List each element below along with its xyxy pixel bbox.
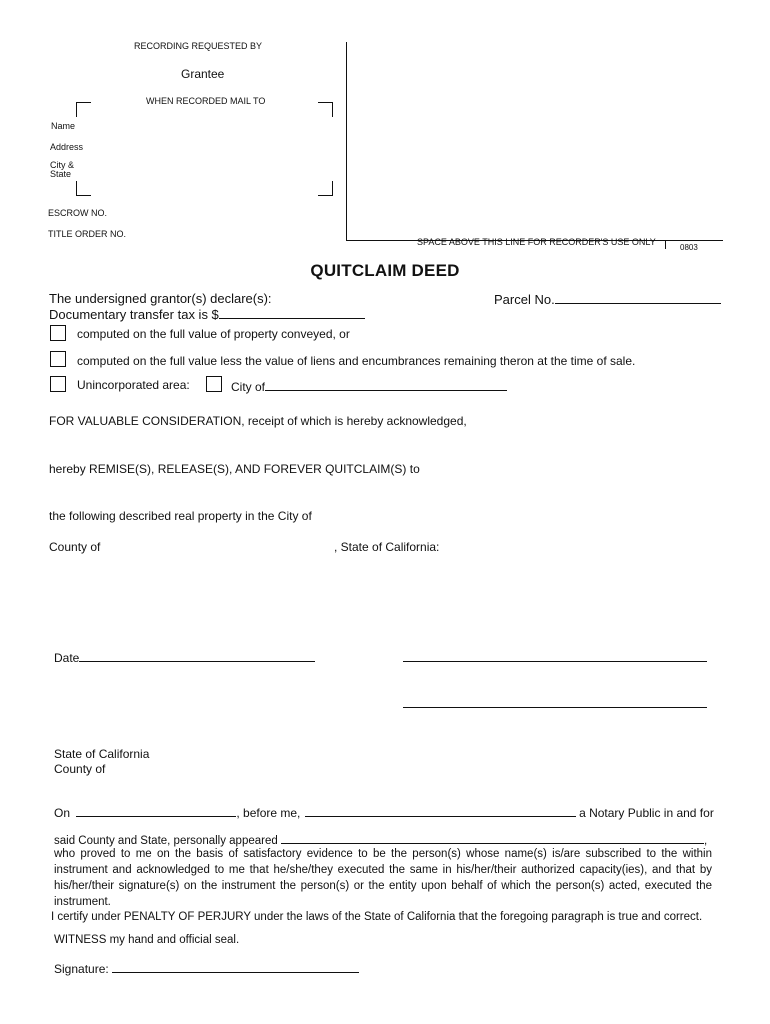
witness-text: WITNESS my hand and official seal. [54,934,240,946]
unincorporated-checkbox[interactable] [50,376,66,392]
less-liens-option: computed on the full value less the value of liens and encumbrances remaining theron at the time of sale. [77,354,636,368]
less-liens-checkbox[interactable] [50,351,66,367]
date-field [54,649,315,665]
title-order-label: TITLE ORDER NO. [48,229,127,239]
grantee-label: Grantee [181,67,225,81]
notary-name-input[interactable] [305,804,576,817]
notary-state: State of California [54,747,150,761]
signature-label: Signature: [54,962,109,976]
header-divider [346,42,347,241]
address-label: Address [50,142,84,152]
document-title: QUITCLAIM DEED [310,261,460,280]
notary-public-label: a Notary Public in and for [579,806,714,820]
notary-on-line [54,804,714,820]
bracket-top-right [318,102,333,117]
date-label: Date [54,651,80,665]
grantor-declares: The undersigned grantor(s) declare(s): [49,291,272,306]
notary-county: County of [54,762,106,776]
bracket-bottom-left [76,181,91,196]
city-of-field [231,378,507,394]
unincorporated-label: Unincorporated area: [77,378,190,392]
appeared-line [54,832,707,847]
property-text: the following described real property in the City of [49,509,312,523]
parcel-label: Parcel No. [494,292,555,307]
bracket-top-left [76,102,91,117]
city-input[interactable] [265,378,507,391]
signature-field [54,960,359,976]
city-label: City & [50,160,75,170]
grantor-signature-line-2[interactable] [403,707,707,708]
notary-date-input[interactable] [76,804,236,817]
when-recorded-mail-to: WHEN RECORDED MAIL TO [146,96,266,106]
parcel-input[interactable] [555,291,721,304]
transfer-tax [49,306,365,322]
transfer-tax-label: Documentary transfer tax is $ [49,307,219,322]
parcel-number [494,291,721,307]
consideration-text: FOR VALUABLE CONSIDERATION, receipt of which is hereby acknowledged, [49,414,467,428]
on-label: On [54,806,71,820]
perjury-text: I certify under PENALTY OF PERJURY under the laws of the State of California that the foregoing paragraph is true and correct. [51,911,703,923]
form-code-tick [665,241,666,249]
appeared-comma: , [703,835,708,847]
city-of-label: City of [231,380,266,394]
date-input[interactable] [79,649,315,662]
full-value-option: computed on the full value of property conveyed, or [77,327,350,341]
grantor-signature-line-1[interactable] [403,661,707,662]
full-value-checkbox[interactable] [50,325,66,341]
signature-input[interactable] [112,960,359,973]
bracket-bottom-right [318,181,333,196]
state-of-california: , State of California: [334,540,440,554]
appeared-input[interactable] [281,832,704,844]
recorder-note: SPACE ABOVE THIS LINE FOR RECORDER'S USE ONLY [417,237,656,247]
city-checkbox[interactable] [206,376,222,392]
state-label: State [50,169,72,179]
escrow-label: ESCROW NO. [48,208,108,218]
recording-requested-by: RECORDING REQUESTED BY [134,41,263,51]
appeared-label: said County and State, personally appeared [54,835,278,847]
county-of-label: County of [49,540,101,554]
before-me-label: , before me, [236,806,301,820]
notary-proof-text: who proved to me on the basis of satisfactory evidence to be the person(s) whose name(s) is/are subscribed to the within instrument and acknowledged to me that he/she/they executed the same in his/her/their authorized capacity(ies), and that by his/her/their signature(s) on the instrument the person(s) or the entity upon behalf of which the person(s) acted, executed the instrument. [54,848,712,908]
form-code: 0803 [680,243,698,252]
transfer-tax-input[interactable] [219,306,365,319]
remise-text: hereby REMISE(S), RELEASE(S), AND FOREVER QUITCLAIM(S) to [49,462,420,476]
name-label: Name [51,121,76,131]
